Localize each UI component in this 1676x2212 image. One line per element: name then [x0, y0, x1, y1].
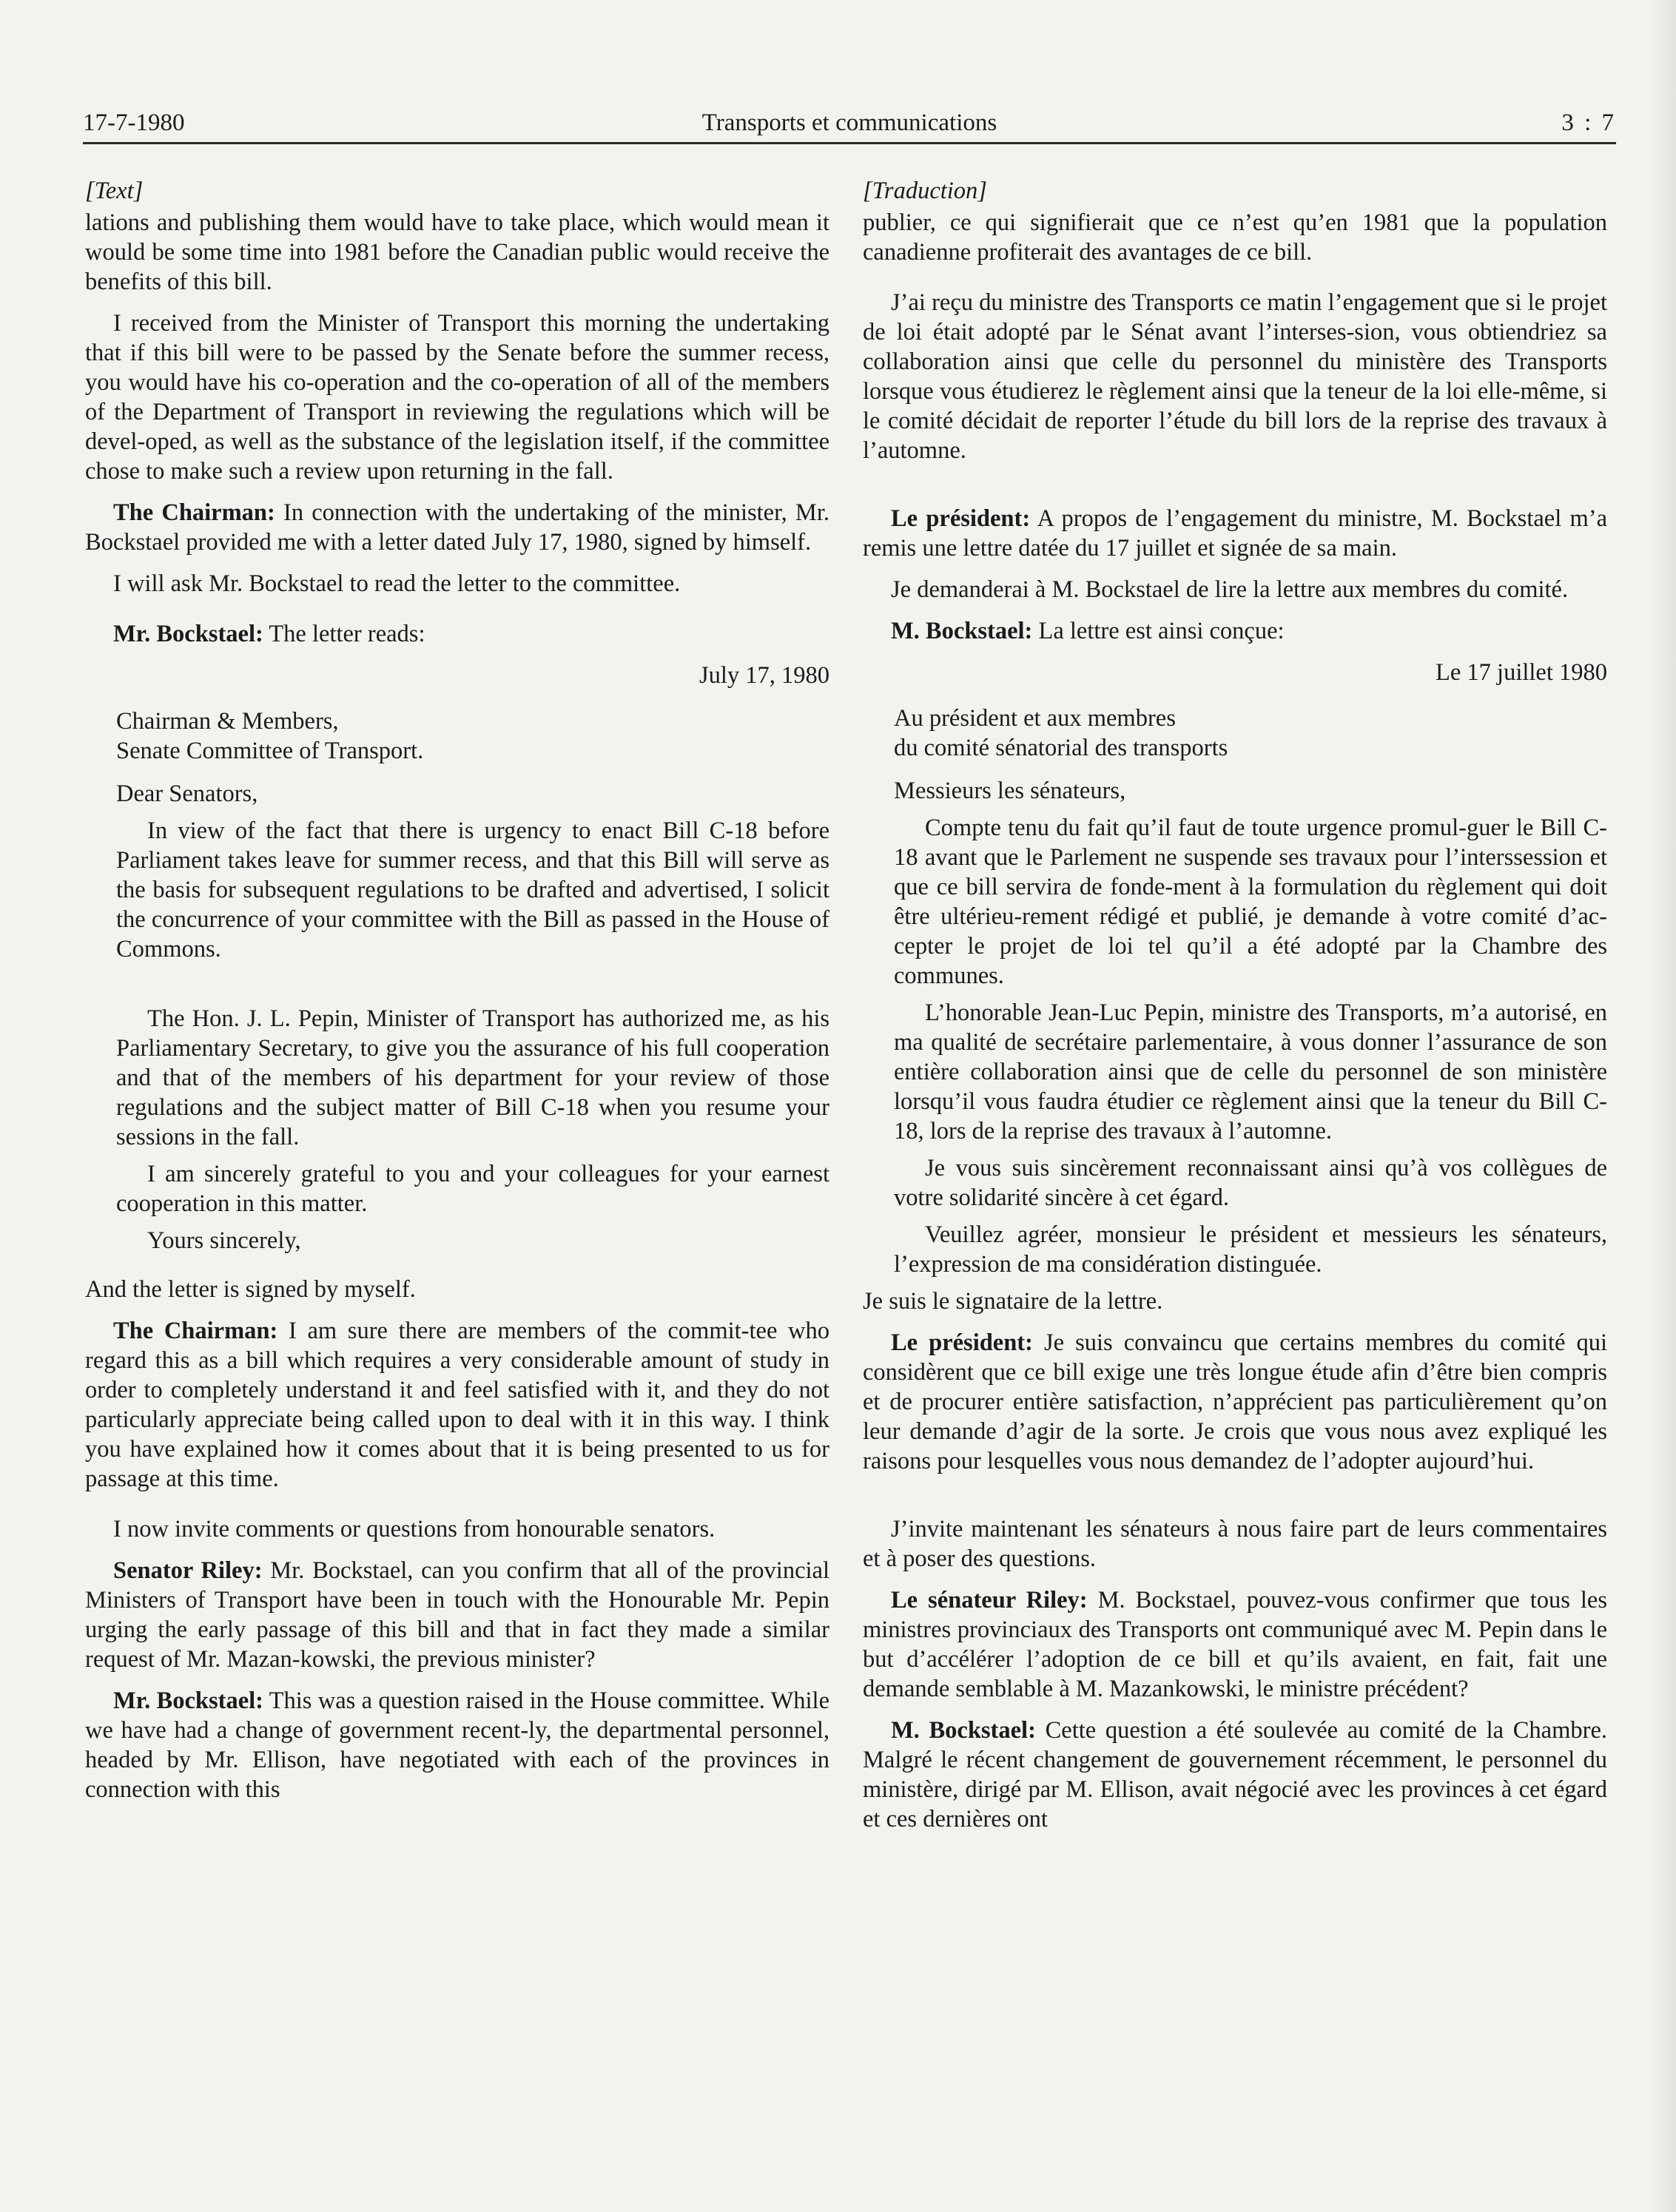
letter-date: July 17, 1980: [699, 662, 829, 689]
paragraph: [863, 616, 1607, 646]
paragraph: J’ai reçu du ministre des Transports ce matin l’engagement que si le projet de loi était adopté par le Sénat avant l’interses-sion, vous obtiendriez sa collaboration ainsi que celle du personnel du ministère des Transports lorsque vous étudierez le règlement ainsi que la teneur de la loi elle-même, si le comité décidait de reporter l’étude du bill lors de la reprise des travaux à l’automne.: [863, 289, 1607, 464]
header-title: Transports et communications: [701, 109, 997, 136]
speaker-name: The Chairman:: [113, 1318, 278, 1344]
speaker-name: M. Bockstael:: [891, 618, 1033, 644]
speaker-name: The Chairman:: [113, 499, 275, 526]
paragraph: I now invite comments or questions from honourable senators.: [113, 1516, 716, 1542]
speech-text: In connection with the undertaking of the minister, Mr. Bockstael provided me with a letter dated July 17, 1980, signed by himself.: [85, 499, 829, 556]
letter-date: Le 17 juillet 1980: [1436, 659, 1607, 686]
speaker-name: M. Bockstael:: [891, 1717, 1036, 1744]
page-edge-shadow: [1646, 0, 1676, 2212]
letter-paragraph: In view of the fact that there is urgency to enact Bill C-18 before Parliament takes leave for summer recess, and that this Bill will serve as the basis for subsequent regulations to be drafted and advertised, I solicit the concurrence of your committee with the Bill as passed in the House of Commons.: [116, 817, 829, 962]
speech-text: Cette question a été soulevée au comité de la Chambre. Malgré le récent changement de gouvernement récemment, le personnel du ministère, dirigé par M. Ellison, avait négocié avec les provinces à cet égard et ces dernières ont: [863, 1717, 1607, 1832]
paragraph: [863, 1585, 1607, 1704]
paragraph: [85, 1316, 829, 1494]
paragraph: Je demanderai à M. Bockstael de lire la lettre aux membres du comité.: [891, 576, 1569, 603]
paragraph: [863, 1328, 1607, 1476]
paragraph: [85, 619, 829, 649]
speaker-name: Mr. Bockstael:: [113, 621, 263, 647]
letter: [863, 658, 1607, 1279]
address-line: Au président et aux membres: [894, 705, 1176, 732]
header-page-number: 3 : 7: [1561, 109, 1616, 136]
paragraph: I received from the Minister of Transport this morning the undertaking that if this bill were to be passed by the Senate before the summer recess, you would have his co-operation and the co-operation of all of the members of the Department of Transport in reviewing the regulations which will be devel-oped, as well as the substance of the legislation itself, if the committee chose to make such a review upon returning in the fall.: [85, 310, 829, 485]
header-rule: [83, 142, 1616, 144]
letter-salutation: Messieurs les sénateurs,: [894, 778, 1126, 804]
paragraph: And the letter is signed by myself.: [85, 1276, 416, 1303]
speech-text: The letter reads:: [263, 621, 425, 647]
letter-paragraph: Je vous suis sincèrement reconnaissant ainsi qu’à vos collègues de votre solidarité sincère à cet égard.: [894, 1155, 1607, 1211]
speech-text: Je suis convaincu que certains membres du comité qui considèrent que ce bill exige une très longue étude afin d’être bien compris et de procurer entière satisfaction, n’apprécient pas particulièrement qu’on leur demande d’agir de la sorte. Je crois que vous nous avez expliqué les raisons pour lesquelles vous nous demandez de l’adopter aujourd’hui.: [863, 1329, 1608, 1474]
paragraph: publier, ce qui signifierait que ce n’est qu’en 1981 que la population canadienne profiterait des avantages de ce bill.: [863, 209, 1607, 266]
letter-address: [85, 707, 829, 766]
speech-text: La lettre est ainsi conçue:: [1032, 618, 1285, 644]
column-label: [Text]: [85, 178, 144, 204]
speech-text: This was a question raised in the House committee. While we have had a change of government recent-ly, the departmental personnel, headed by Mr. Ellison, have negotiated with each of the provinces in connection with this: [85, 1687, 829, 1803]
letter-paragraph: I am sincerely grateful to you and your colleagues for your earnest cooperation in this matter.: [116, 1161, 829, 1217]
header-date: 17-7-1980: [83, 109, 185, 136]
paragraph: [863, 1716, 1607, 1834]
speaker-name: Senator Riley:: [113, 1557, 263, 1584]
speech-text: M. Bockstael, pouvez-vous confirmer que tous les ministres provinciaux des Transports ont communiqué avec M. Pepin dans le but d’accélérer l’adoption de ce bill et qu’ils avaient, en fait, fait une demande semblable à M. Mazankowski, le ministre précédent?: [863, 1587, 1607, 1702]
speaker-name: Le président:: [891, 1329, 1033, 1356]
letter-paragraph: L’honorable Jean-Luc Pepin, ministre des Transports, m’a autorisé, en ma qualité de secrétaire parlementaire, à vous donner l’assurance de son entière collaboration ainsi que de celle du personnel de son ministère lorsqu’il vous faudra étudier ce règlement ainsi que la teneur du Bill C-18, lors de la reprise des travaux à l’automne.: [894, 999, 1607, 1144]
letter-closing: Yours sincerely,: [147, 1227, 301, 1254]
letter-address: [863, 704, 1607, 763]
page-header: [83, 105, 1616, 141]
letter: [85, 661, 829, 1255]
paragraph: [85, 1556, 829, 1674]
letter-closing: Veuillez agréer, monsieur le président et messieurs les sénateurs, l’expression de ma considération distinguée.: [894, 1221, 1607, 1278]
address-line: Senate Committee of Transport.: [116, 738, 424, 764]
paragraph: J’invite maintenant les sénateurs à nous faire part de leurs commentaires et à poser des questions.: [863, 1516, 1607, 1572]
speech-text: I am sure there are members of the commit-tee who regard this as a bill which requires a very considerable amount of study in order to completely understand it and feel satisfied with it, and they do not particularly appreciate being called upon to deal with it in this way. I think you have explained how it comes about that it is being presented to us for passage at this time.: [85, 1318, 830, 1492]
column-label: [Traduction]: [863, 178, 987, 204]
paragraph: [85, 498, 829, 557]
speaker-name: Le président:: [891, 505, 1031, 532]
speaker-name: Mr. Bockstael:: [113, 1687, 263, 1714]
french-column: [863, 176, 1607, 1846]
address-line: du comité sénatorial des transports: [894, 735, 1228, 761]
paragraph: lations and publishing them would have to take place, which would mean it would be some time into 1981 before the Canadian public would receive the benefits of this bill.: [85, 209, 829, 295]
paragraph: [863, 504, 1607, 563]
letter-salutation: Dear Senators,: [116, 780, 258, 807]
paragraph: I will ask Mr. Bockstael to read the letter to the committee.: [113, 570, 681, 597]
letter-paragraph: Compte tenu du fait qu’il faut de toute urgence promul-guer le Bill C-18 avant que le Parlement ne suspende ses travaux pour l’interssession et que ce bill servira de fonde-ment à la formulation du règlement qui doit être ultérieu-rement rédigé et publié, je demande à votre comité d’ac-cepter le projet de loi tel qu’il a été adopté par la Chambre des communes.: [894, 815, 1607, 989]
letter-paragraph: The Hon. J. L. Pepin, Minister of Transport has authorized me, as his Parliamentary Secretary, to give you the assurance of his full cooperation and that of the members of his department for your review of those regulations and the subject matter of Bill C-18 when you resume your sessions in the fall.: [116, 1005, 829, 1150]
speech-text: A propos de l’engagement du ministre, M. Bockstael m’a remis une lettre datée du 17 juillet et signée de sa main.: [863, 505, 1607, 562]
speech-text: Mr. Bockstael, can you confirm that all of the provincial Ministers of Transport have been in touch with the Honourable Mr. Pepin urging the early passage of this bill and that in fact they made a similar request of Mr. Mazan-kowski, the previous minister?: [85, 1557, 829, 1673]
paragraph: Je suis le signataire de la lettre.: [863, 1288, 1163, 1315]
speaker-name: Le sénateur Riley:: [891, 1587, 1088, 1614]
paragraph: [85, 1686, 829, 1804]
address-line: Chairman & Members,: [116, 708, 339, 735]
english-column: [85, 176, 829, 1816]
